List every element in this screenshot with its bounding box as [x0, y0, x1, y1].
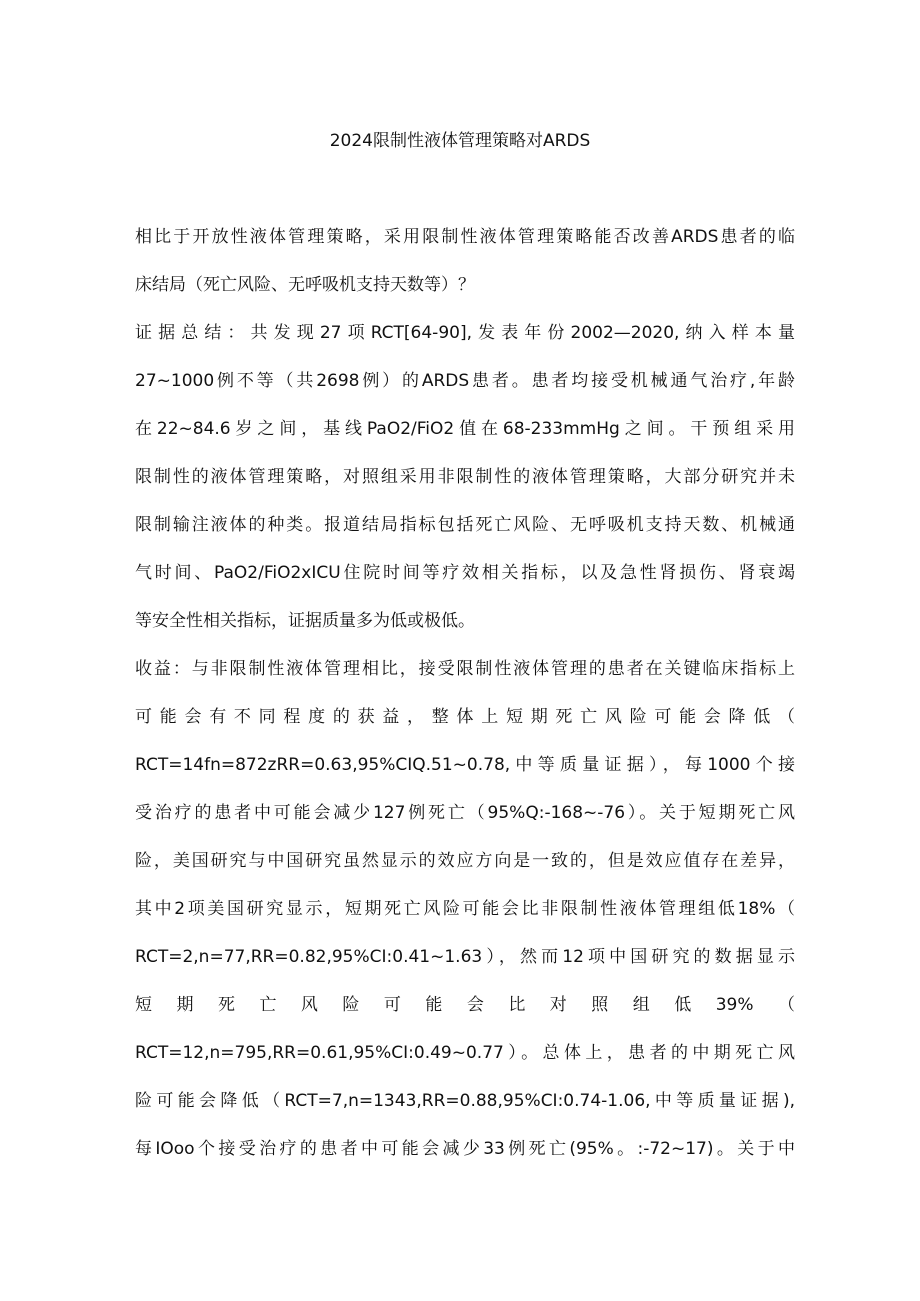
body-text-line: 限制性的液体管理策略，对照组采用非限制性的液体管理策略，大部分研究并未	[135, 467, 795, 487]
page-title: 2024限制性液体管理策略对ARDS	[329, 131, 591, 151]
body-text-line: 气时间、PaO2/FiO2xICU住院时间等疗效相关指标，以及急性肾损伤、肾衰竭	[135, 563, 795, 583]
body-text-line: 短期死亡风险可能会比对照组低39%（	[135, 995, 795, 1015]
body-text-line: RCT=12,n=795,RR=0.61,95%CI:0.49~0.77）。总体上，患者的中期死亡风	[135, 1043, 795, 1063]
body-text-line: 收益：与非限制性液体管理相比，接受限制性液体管理的患者在关键临床指标上	[135, 659, 795, 679]
body-text-line: RCT=14fn=872zRR=0.63,95%CIQ.51~0.78,中等质量证据），每1000个接	[135, 755, 795, 775]
body-text-line: 每IOoo个接受治疗的患者中可能会减少33例死亡(95%。:-72~17)。关于中	[135, 1139, 795, 1159]
body-text-line: 等安全性相关指标，证据质量多为低或极低。	[135, 611, 475, 631]
body-text-line: 床结局（死亡风险、无呼吸机支持天数等）？	[135, 275, 475, 295]
body-text-line: 限制输注液体的种类。报道结局指标包括死亡风险、无呼吸机支持天数、机械通	[135, 515, 795, 535]
body-text-line: 可能会有不同程度的获益，整体上短期死亡风险可能会降低（	[135, 707, 795, 727]
body-text-line: 险可能会降低（RCT=7,n=1343,RR=0.88,95%CI:0.74-1.06,中等质量证据),	[135, 1091, 795, 1111]
body-text-line: 相比于开放性液体管理策略，采用限制性液体管理策略能否改善ARDS患者的临	[135, 227, 795, 247]
body-text-line: 在22~84.6岁之间，基线PaO2/FiO2值在68-233mmHg之间。干预组采用	[135, 419, 795, 439]
body-text-line: 其中2项美国研究显示，短期死亡风险可能会比非限制性液体管理组低18%（	[135, 899, 795, 919]
body-text-line: 受治疗的患者中可能会减少127例死亡（95%Q:-168~-76）。关于短期死亡风	[135, 803, 795, 823]
body-text-line: 27~1000例不等（共2698例）的ARDS患者。患者均接受机械通气治疗,年龄	[135, 371, 795, 391]
body-text-line: 证据总结：共发现27项RCT[64-90],发表年份2002—2020,纳入样本量	[135, 323, 795, 343]
body-text-line: 险，美国研究与中国研究虽然显示的效应方向是一致的，但是效应值存在差异，	[135, 851, 795, 871]
body-text-line: RCT=2,n=77,RR=0.82,95%CI:0.41~1.63），然而12项中国研究的数据显示	[135, 947, 795, 967]
